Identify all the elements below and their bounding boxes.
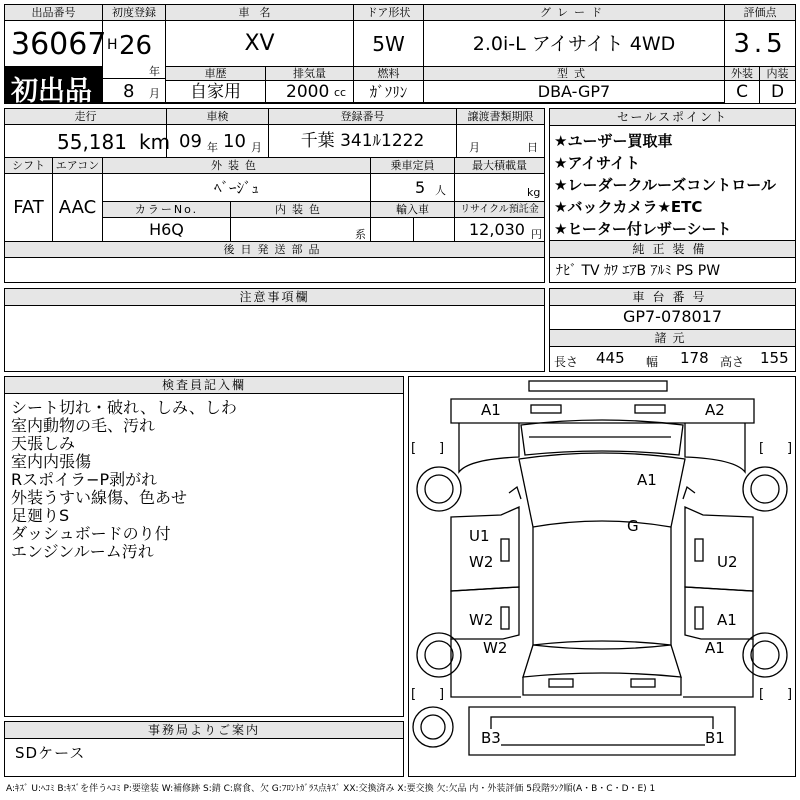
ext-color-label: 外装色	[103, 158, 371, 174]
inspection	[167, 125, 269, 158]
mileage-value: 55,181	[57, 130, 127, 154]
color-no-label: カラーNo.	[103, 202, 231, 218]
detail-block	[4, 108, 545, 283]
car-name-label: 車名	[166, 5, 354, 21]
sales-points	[549, 108, 796, 241]
mark-right-rear-door: A1	[717, 611, 737, 629]
height-value: 155	[760, 349, 789, 367]
insp-year: 09	[179, 131, 202, 152]
sales-title: セールスポイント	[550, 109, 795, 126]
recycle-label: リサイクル預託金	[455, 202, 544, 218]
chassis-block	[549, 288, 796, 372]
capacity-label: 乗車定員	[371, 158, 455, 174]
month-num: 8	[123, 81, 135, 102]
yen-unit: 円	[531, 228, 542, 241]
mark-left-rear-fender: W2	[483, 639, 508, 657]
bracket-left-2: [	[411, 687, 417, 702]
import-label: 輸入車	[371, 202, 455, 218]
office-text: SDケース	[15, 744, 86, 762]
legend: A:ｷｽﾞ U:ﾍｺﾐ B:ｷｽﾞを伴うﾍｺﾐ P:要塗装 W:補修跡 S:錆 C:腐食、欠 G:ﾌﾛﾝﾄｶﾞﾗｽ点ｷｽﾞ XX:交換済み X:要交換 欠:欠品 内・外装評価 5段階ﾗﾝｸ順(A・B・C・D・E) 1	[6, 784, 656, 794]
inspector-line: 外装うすい線傷、色あせ	[11, 488, 188, 507]
first-reg-month	[103, 79, 166, 103]
chassis-title: 車台番号	[550, 289, 795, 306]
transfer-month: 月	[469, 141, 480, 154]
mark-front-left: A1	[481, 401, 501, 419]
interior-grade: D	[770, 82, 785, 102]
inspector-line: 足廻りS	[11, 506, 70, 525]
bracket-right-2: [	[759, 687, 765, 702]
first-reg-year	[103, 21, 166, 79]
listing-no	[5, 21, 107, 67]
load	[455, 174, 544, 202]
month-unit: 月	[149, 87, 160, 100]
bracket-right-1: [	[759, 441, 765, 456]
shift-label: シフト	[5, 158, 53, 174]
bracket-right-1-close: ]	[787, 441, 793, 456]
office-title: 事務局よりご案内	[5, 722, 403, 739]
load-label: 最大積載量	[455, 158, 544, 174]
bracket-left-2-close: ]	[439, 687, 445, 702]
exterior-grade: C	[725, 81, 760, 103]
history: 自家用	[166, 81, 266, 103]
notes-title: 注意事項欄	[5, 289, 544, 306]
mark-windshield: G	[627, 517, 639, 535]
insp-year-unit: 年	[207, 141, 218, 154]
bracket-left-1: [	[411, 441, 417, 456]
first-reg-label: 初度登録	[103, 5, 166, 21]
ac-label: エアコン	[53, 158, 103, 174]
listing-no-value: 36067	[11, 27, 107, 62]
insp-month-unit: 月	[251, 141, 262, 154]
year-num: 26	[119, 31, 153, 61]
height-label: 高さ	[720, 355, 745, 369]
inspector-line: ダッシュボードのり付	[11, 524, 171, 543]
grade: 2.0i-L アイサイト 4WD	[424, 21, 725, 67]
width-value: 178	[680, 349, 709, 367]
mark-front-right: A2	[705, 401, 725, 419]
load-unit: kg	[527, 186, 541, 199]
sales-point-2: ★アイサイト	[554, 154, 641, 172]
length-value: 445	[596, 349, 625, 367]
inspector-line: エンジンルーム汚れ	[11, 542, 154, 561]
cc-unit: cc	[334, 86, 347, 99]
later-parts-label: 後日発送部品	[5, 242, 544, 258]
inspector-notes	[4, 376, 404, 717]
reg-no-label: 登録番号	[269, 109, 457, 125]
first-listing-text: 初出品	[11, 76, 92, 107]
inspection-label: 車検	[167, 109, 269, 125]
transfer-day: 日	[527, 141, 538, 154]
ext-color: ﾍﾞｰｼﾞｭ	[103, 174, 371, 202]
equipment-text: ﾅﾋﾞ TV ｶﾜ ｴｱB ｱﾙﾐ PS PW	[556, 263, 721, 279]
mark-rear-right: B1	[705, 729, 725, 747]
history-label: 車歴	[166, 67, 266, 81]
displacement-label: 排気量	[266, 67, 354, 81]
shift: FAT	[5, 174, 53, 242]
mark-rear-left: B3	[481, 729, 501, 747]
length-label: 長さ	[554, 355, 579, 369]
inspector-line: 天張しみ	[11, 434, 76, 453]
capacity-unit: 人	[435, 184, 446, 197]
equipment-title: 純正装備	[550, 241, 795, 258]
listing-no-label: 出品番号	[5, 5, 103, 21]
equipment	[549, 241, 796, 283]
office-notice	[4, 721, 404, 777]
transfer-date	[457, 125, 544, 158]
car-name: XV	[166, 21, 354, 67]
fuel: ｶﾞｿﾘﾝ	[354, 81, 424, 103]
int-color-unit: 系	[355, 228, 366, 241]
header-block	[4, 4, 796, 107]
inspector-line: シート切れ・破れ、しみ、しわ	[11, 398, 237, 417]
sales-point-1: ★ユーザー買取車	[554, 132, 673, 150]
exterior-label: 外装	[725, 67, 760, 81]
inspector-line: Rスポイラ−P剥がれ	[11, 470, 158, 489]
recycle	[455, 218, 544, 242]
sales-point-5: ★ヒーター付レザーシート	[554, 220, 732, 238]
recycle-value: 12,030	[469, 220, 525, 239]
displacement-value: 2000	[286, 82, 330, 102]
bracket-left-1-close: ]	[439, 441, 445, 456]
door-label: ドア形状	[354, 5, 424, 21]
ac: AAC	[53, 174, 103, 242]
import	[371, 218, 455, 242]
inspector-line: 室内内張傷	[11, 452, 92, 471]
sales-point-3: ★レーダークルーズコントロール	[554, 176, 776, 194]
mark-left-front-dent: U1	[469, 527, 490, 545]
mark-hood: A1	[637, 471, 657, 489]
inspector-title: 検査員記入欄	[5, 377, 403, 394]
model-code-label: 型式	[424, 67, 725, 81]
car-outline	[409, 377, 795, 776]
interior-label: 内装	[760, 67, 795, 81]
mileage	[5, 125, 171, 158]
reg-no: 千葉 341ﾙ1222	[269, 125, 457, 158]
model-code: DBA-GP7	[424, 81, 725, 103]
notes	[4, 288, 545, 372]
car-diagram	[408, 376, 796, 777]
displacement	[266, 81, 354, 103]
mark-left-rear-repair: W2	[469, 611, 494, 629]
transfer-label: 譲渡書類期限	[457, 109, 544, 125]
width-label: 幅	[646, 355, 659, 369]
inspector-line: 室内動物の毛、汚れ	[11, 416, 156, 435]
era: H	[107, 37, 118, 53]
score: 3.5	[725, 21, 795, 67]
door-type: 5W	[354, 21, 424, 67]
capacity	[371, 174, 455, 202]
mark-left-front-repair: W2	[469, 553, 494, 571]
sales-point-4: ★バックカメラ★ETC	[554, 198, 703, 216]
km-unit: km	[139, 130, 171, 154]
color-no: H6Q	[103, 218, 231, 242]
int-color	[231, 218, 371, 242]
mark-right-front-dent: U2	[717, 553, 738, 571]
first-listing-badge	[5, 67, 103, 107]
grade-label: グレード	[424, 5, 725, 21]
int-color-label: 内装色	[231, 202, 371, 218]
fuel-label: 燃料	[354, 67, 424, 81]
chassis-no: GP7-078017	[622, 307, 723, 326]
capacity-value: 5	[415, 178, 426, 197]
bracket-right-2-close: ]	[787, 687, 793, 702]
insp-month: 10	[223, 131, 246, 152]
mileage-label: 走行	[5, 109, 167, 125]
mark-right-rear-fender: A1	[705, 639, 725, 657]
year-unit: 年	[149, 65, 160, 78]
score-label: 評価点	[725, 5, 795, 21]
specs-title: 諸元	[550, 329, 795, 347]
